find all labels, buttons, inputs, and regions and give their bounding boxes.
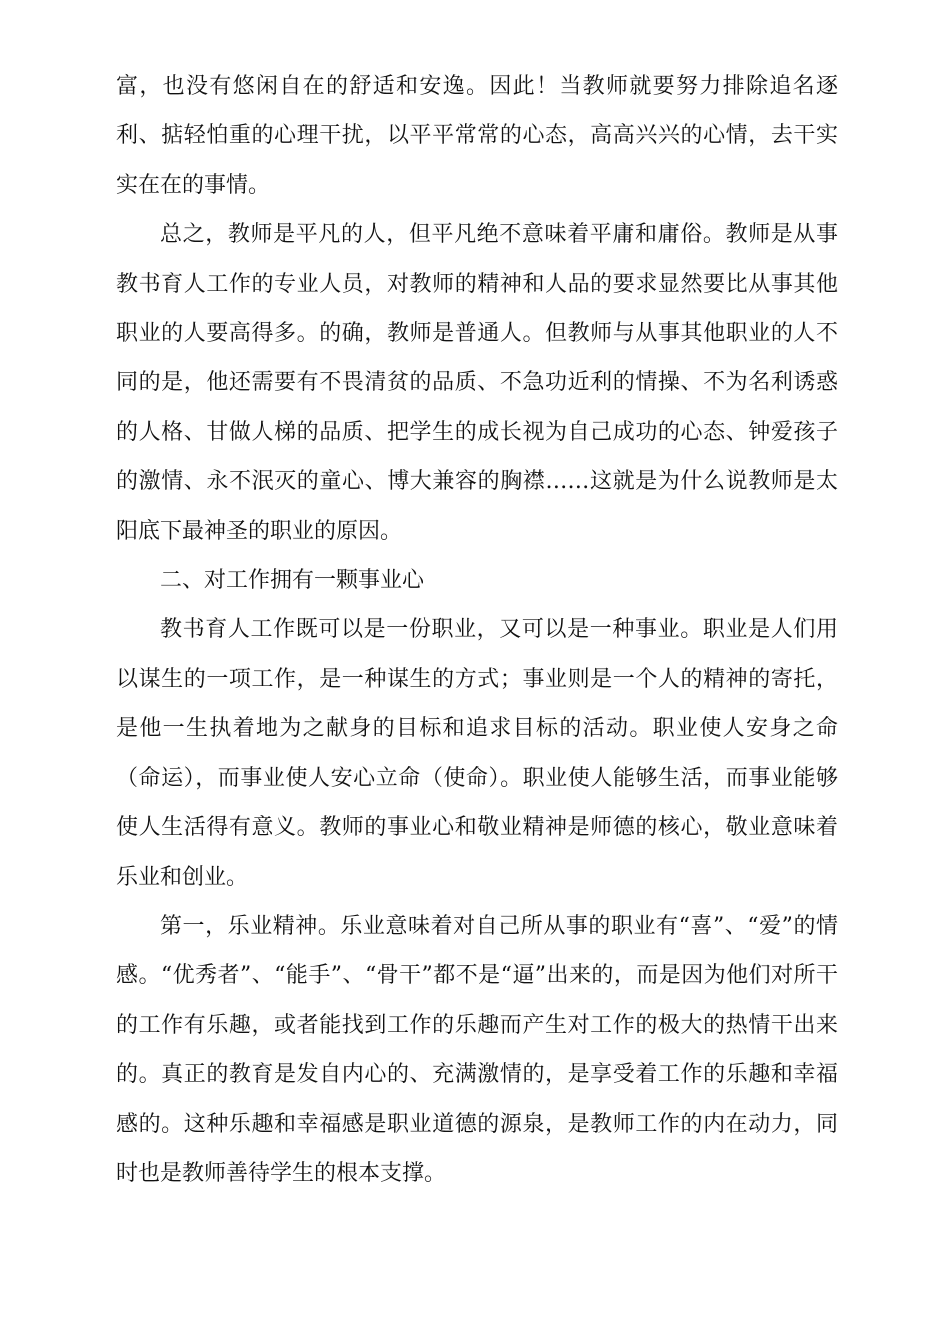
paragraph-career: 教书育人工作既可以是一份职业，又可以是一种事业。职业是人们用以谋生的一项工作，是一种谋生的方式；事业则是一个人的精神的寄托，是他一生执着地为之献身的目标和追求目标的活动。职业使人安身之命（命运），而事业使人安心立命（使命）。职业使人能够生活，而事业能够使人生活得有意义。教师的事业心和敬业精神是师德的核心，敬业意味着乐业和创业。 xyxy=(116,617,838,890)
paragraph-summary: 总之，教师是平凡的人，但平凡绝不意味着平庸和庸俗。教师是从事教书育人工作的专业人员，对教师的精神和人品的要求显然要比从事其他职业的人要高得多。的确，教师是普通人。但教师与从事其他职业的人不同的是，他还需要有不畏清贫的品质、不急功近利的情操、不为名利诱惑的人格、甘做人梯的品质、把学生的成长视为自己成功的心态、钟爱孩子的激情、永不泯灭的童心、博大兼容的胸襟……这就是为什么说教师是太阳底下最神圣的职业的原因。 xyxy=(116,222,838,544)
paragraph-joy-of-work: 第一，乐业精神。乐业意味着对自己所从事的职业有“喜”、“爱”的情感。“优秀者”、“能手”、“骨干”都不是“逼”出来的，而是因为他们对所干的工作有乐趣，或者能找到工作的乐趣而产生对工作的极大的热情干出来的。真正的教育是发自内心的、充满激情的，是享受着工作的乐趣和幸福感的。这种乐趣和幸福感是职业道德的源泉，是教师工作的内在动力，同时也是教师善待学生的根本支撑。 xyxy=(116,913,838,1186)
paragraph-continuation: 富，也没有悠闲自在的舒适和安逸。因此！当教师就要努力排除追名逐利、掂轻怕重的心理干扰，以平平常常的心态，高高兴兴的心情，去干实实在在的事情。 xyxy=(116,74,838,198)
document-page xyxy=(116,62,838,1198)
section-heading: 二、对工作拥有一颗事业心 xyxy=(160,568,425,594)
